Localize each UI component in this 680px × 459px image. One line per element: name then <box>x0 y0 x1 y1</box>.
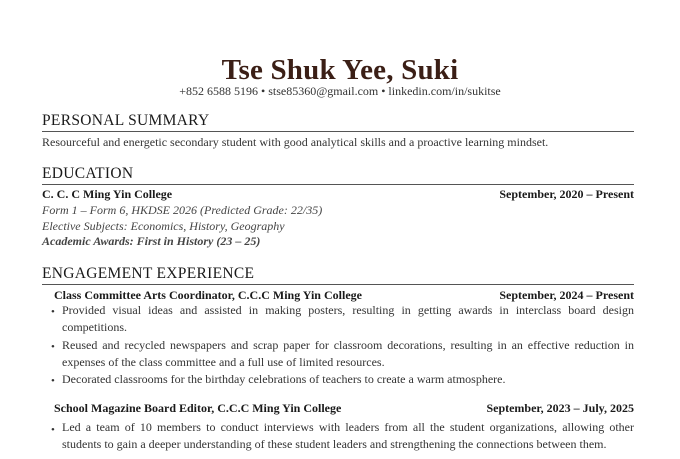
education-form: Form 1 – Form 6, HKDSE 2026 (Predicted Grade: 22/35) <box>42 203 323 217</box>
bullet-icon: • <box>51 341 55 353</box>
education-dates: September, 2020 – Present <box>499 187 634 201</box>
section-title-education: EDUCATION <box>42 165 634 185</box>
bullet-icon: • <box>51 424 55 436</box>
summary-text: Resourceful and energetic secondary student with good analytical skills and a proactive learning mindset. <box>42 135 549 149</box>
education-school: C. C. C Ming Yin College <box>42 187 173 201</box>
contact-line: +852 6588 5196 • stse85360@gmail.com • linkedin.com/in/sukitse <box>179 84 501 98</box>
bullet-icon: • <box>51 375 55 387</box>
experience-dates: September, 2023 – July, 2025 <box>486 401 634 415</box>
education-electives: Elective Subjects: Economics, History, Geography <box>42 219 285 233</box>
experience-bullet: Provided visual ideas and assisted in making posters, resulting in getting awards in interclass board design competitions. <box>62 303 634 334</box>
candidate-name: Tse Shuk Yee, Suki <box>221 54 459 86</box>
education-awards: Academic Awards: First in History (23 – 25) <box>42 234 261 248</box>
section-title-summary: PERSONAL SUMMARY <box>42 112 634 132</box>
experience-role: Class Committee Arts Coordinator, C.C.C Ming Yin College <box>54 288 362 302</box>
experience-dates: September, 2024 – Present <box>499 288 634 302</box>
experience-bullet: Reused and recycled newspapers and scrap paper for classroom decorations, resulting in an effective reduction in expenses of the class committee and a full use of limited resources. <box>62 338 634 369</box>
experience-bullet: Decorated classrooms for the birthday celebrations of teachers to create a warm atmosphere. <box>62 372 506 386</box>
bullet-icon: • <box>51 306 55 318</box>
section-title-experience: ENGAGEMENT EXPERIENCE <box>42 265 634 285</box>
experience-bullet: Led a team of 10 members to conduct interviews with leaders from all the student organizations, allowing other students to gain a deeper understanding of these student leaders and strengthening the connections between them. <box>62 420 634 451</box>
experience-role: School Magazine Board Editor, C.C.C Ming Yin College <box>54 401 342 415</box>
